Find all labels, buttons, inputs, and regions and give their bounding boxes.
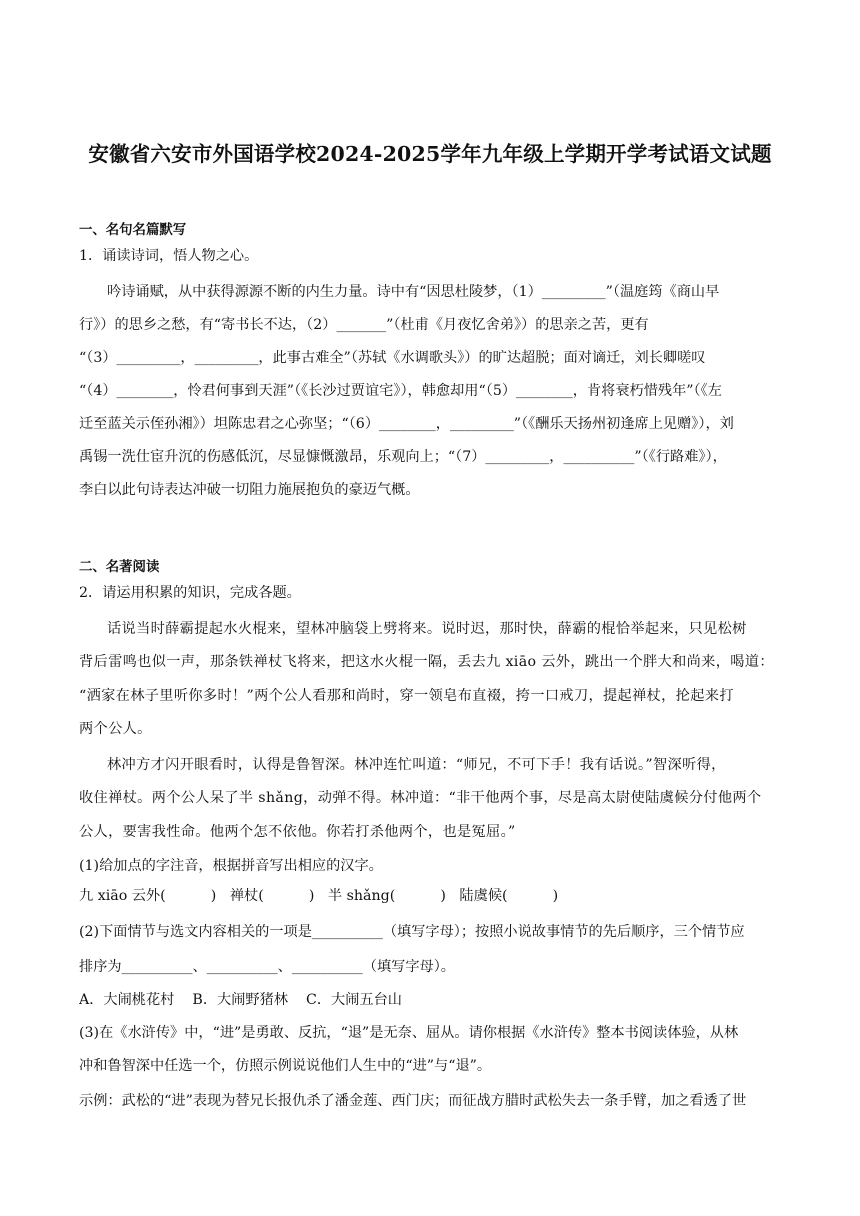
question-1-stem: 1．诵读诗词，悟人物之心。: [79, 248, 259, 264]
emphasis-dot-char: 虞: [659, 790, 675, 806]
sub-question-3-line: 冲和鲁智深中任选一个，仿照示例说说他们人生中的“进”与“退”。: [79, 1058, 492, 1074]
excerpt-line: 林冲方才闪开眼看时，认得是鲁智深。林冲连忙叫道：“师兄，不可下手！我有话说。”智深听得，: [107, 757, 726, 773]
options-line: A．大闹桃花村 B．大闹野猪林 C．大闹五台山: [79, 992, 402, 1008]
excerpt-line: 收住禅杖。两个公人呆了半 shǎng，动弹不得。林冲道：“非干他两个事，尽是高太尉使陆虞候分付他两个: [79, 790, 762, 806]
question-1-paragraph-line: 禹锡一洗仕宦升沉的伤感低沉，尽显慷慨激昂，乐观向上；“（7）_________，__________”（《行路难》），: [79, 449, 727, 465]
emphasis-dot-char: 禅: [253, 654, 268, 670]
excerpt-line: 背后雷鸣也似一声，那条铁禅杖飞将来，把这水火棍一隔，丢去九 xiāo 云外，跳出一个胖大和尚来，喝道：: [79, 654, 774, 670]
question-1-paragraph-line: “（3）_________，_________，此事古难全”（苏轼《水调歌头》）的旷达超脱；面对谪迁，刘长卿嗟叹: [79, 350, 706, 366]
sub-question-1: (1)给加点的字注音，根据拼音写出相应的汉字。: [79, 858, 383, 874]
question-1-paragraph-line: “（4）________，怜君何事到天涯”（《长沙过贾谊宅》），韩愈却用“（5）________，肯将衰朽惜残年”（《左: [79, 383, 722, 399]
question-1-paragraph-line: 李白以此句诗表达冲破一切阻力施展抱负的豪迈气概。: [79, 482, 420, 498]
question-1-paragraph-line: 吟诗诵赋，从中获得源源不断的内生力量。诗中有“因思杜陵梦，（1）_________”（温庭筠《商山早: [107, 284, 720, 300]
section-heading-1: 一、名句名篇默写: [79, 222, 187, 238]
question-1-paragraph-line: 行》）的思乡之愁，有“寄书长不达，（2）_______”（杜甫《月夜忆舍弟》）的思亲之苦，更有: [79, 317, 649, 333]
page-title: 安徽省六安市外国语学校2024-2025学年九年级上学期开学考试语文试题: [88, 142, 772, 166]
sub-question-3-line: (3)在《水浒传》中，“进”是勇敢、反抗，“退”是无奈、屈从。请你根据《水浒传》整本书阅读体验，从林: [79, 1025, 739, 1041]
excerpt-line: 话说当时薛霸提起水火棍来，望林冲脑袋上劈将来。说时迟，那时快，薛霸的棍恰举起来，只见松树: [107, 621, 747, 637]
excerpt-line: “洒家在林子里听你多时！”两个公人看那和尚时，穿一领皂布直裰，挎一口戒刀，提起禅杖，抡起来打: [79, 688, 734, 704]
sub-question-2-line: (2)下面情节与选文内容相关的一项是__________（填写字母）；按照小说故事情节的先后顺序，三个情节应: [79, 924, 745, 940]
excerpt-line: 两个公人。: [79, 721, 152, 737]
example-line: 示例：武松的“进”表现为替兄长报仇杀了潘金莲、西门庆；而征战方腊时武松失去一条手臂，加之看透了世: [79, 1093, 747, 1109]
emphasis-dot-char: 虞: [473, 888, 488, 904]
sub-question-2-line: 排序为__________、__________、__________（填写字母）。: [79, 959, 455, 975]
emphasis-dot-char: 禅: [229, 888, 245, 904]
section-heading-2: 二、名著阅读: [79, 559, 160, 575]
question-2-stem: 2．请运用积累的知识，完成各题。: [79, 585, 301, 601]
question-1-paragraph-line: 迁至蓝关示侄孙湘》）坦陈忠君之心弥坚；“（6）________，_________”（《酬乐天扬州初逢席上见赠》），刘: [79, 416, 734, 432]
excerpt-line: 公人，要害我性命。他两个怎不依他。你若打杀他两个，也是冤屈。”: [79, 824, 516, 840]
sub-question-1-items: 九 xiāo 云外( ) 禅杖( ) 半 shǎng( ) 陆虞候( ): [79, 888, 559, 904]
